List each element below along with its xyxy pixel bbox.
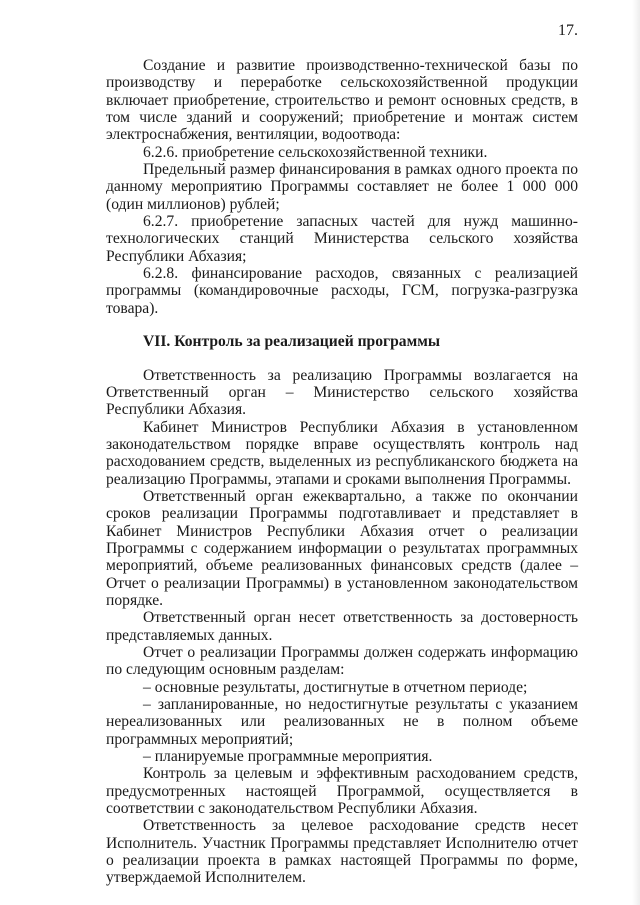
paragraph: 6.2.7. приобретение запасных частей для нужд машинно-технологических станций Министерства сельского хозяйства Республики Абхазия; <box>106 213 578 265</box>
paragraph: Отчет о реализации Программы должен содержать информацию по следующим основным разделам: <box>106 644 578 679</box>
paragraph: 6.2.8. финансирование расходов, связанных с реализацией программы (командировочные расходы, ГСМ, погрузка-разгрузка товара). <box>106 265 578 317</box>
paragraph: Кабинет Министров Республики Абхазия в установленном законодательством порядке вправе осуществлять контроль над расходованием средств, выделенных из республиканского бюджета на реализацию Программы, этапами и сроками выполнения Программы. <box>106 418 578 488</box>
page-edge-shadow <box>632 0 640 905</box>
paragraph: Создание и развитие производственно-технической базы по производству и переработке сельскохозяйственной продукции включает приобретение, строительство и ремонт основных средств, в том числе зданий и сооружений; приобретение и монтаж систем электроснабжения, вентиляции, водоотвода: <box>106 57 578 144</box>
paragraph: Предельный размер финансирования в рамках одного проекта по данному мероприятию Программы составляет не более 1 000 000 (один миллионов) рублей; <box>106 161 578 213</box>
paragraph: Ответственный орган несет ответственность за достоверность представляемых данных. <box>106 609 578 644</box>
page-number: 17. <box>558 22 578 39</box>
section-heading: VII. Контроль за реализацией программы <box>143 333 440 351</box>
list-item: – запланированные, но недостигнутые результаты с указанием нереализованных или реализованных не в полном объеме программных мероприятий; <box>106 696 578 748</box>
list-item: – планируемые программные мероприятия. <box>143 748 433 766</box>
paragraph: 6.2.6. приобретение сельскохозяйственной техники. <box>143 143 488 161</box>
list-item: – основные результаты, достигнутые в отчетном периоде; <box>143 678 528 696</box>
document-body <box>106 57 578 887</box>
paragraph: Контроль за целевым и эффективным расходованием средств, предусмотренных настоящей Программой, осуществляется в соответствии с законодательством Республики Абхазия. <box>106 765 578 818</box>
paragraph: Ответственность за реализацию Программы возлагается на Ответственный орган – Министерство сельского хозяйства Республики Абхазия. <box>106 366 578 419</box>
paragraph: Ответственность за целевое расходование средств несет Исполнитель. Участник Программы представляет Исполнителю отчет о реализации проекта в рамках настоящей Программы по форме, утверждаемой Исполнителем. <box>106 817 578 887</box>
paragraph: Ответственный орган ежеквартально, а также по окончании сроков реализации Программы подготавливает и представляет в Кабинет Министров Республики Абхазия отчет о реализации Программы с содержанием информации о результатах программных мероприятий, объеме реализованных финансовых средств (далее – Отчет о реализации Программы) в установленном законодательством порядке. <box>106 487 578 609</box>
